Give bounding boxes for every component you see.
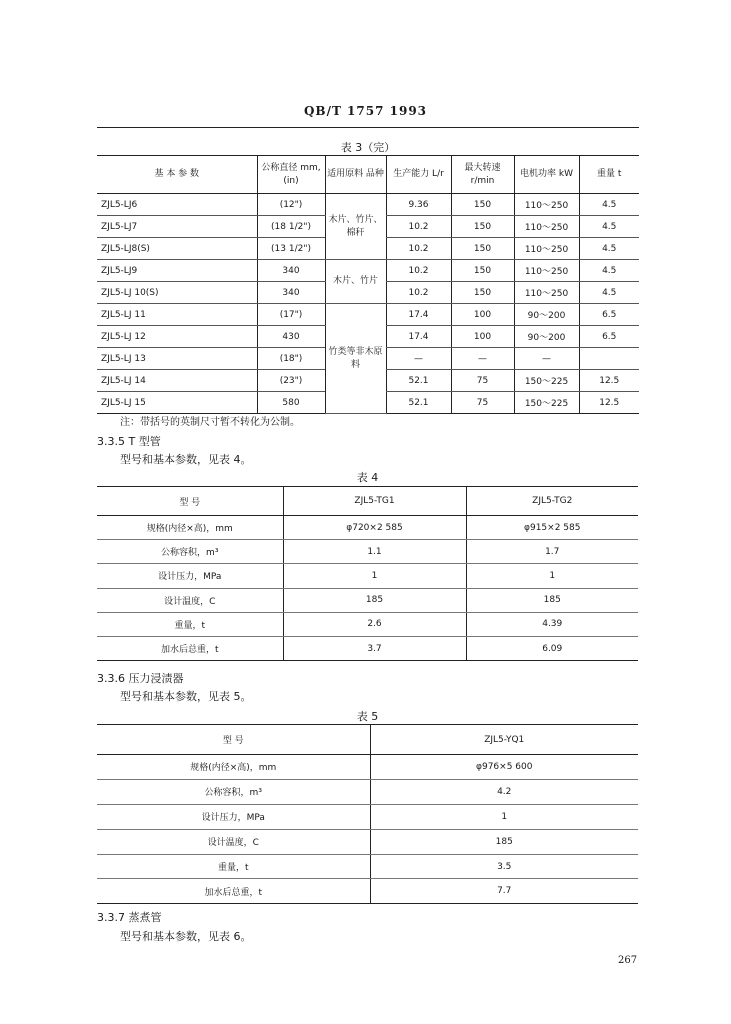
weight-cell: 6.5	[579, 304, 639, 326]
diameter-cell: (18 1/2")	[257, 216, 325, 238]
speed-cell: 150	[451, 238, 514, 260]
speed-cell: 150	[451, 194, 514, 216]
weight-cell: 4.5	[579, 260, 639, 282]
document-header: QB/T 1757 1993	[303, 104, 428, 118]
table3-header-cell: 基 本 参 数	[97, 156, 257, 194]
value-cell: 4.2	[370, 779, 638, 804]
model-cell: ZJL5-LJ 13	[97, 348, 257, 370]
param-label: 设计温度，C	[97, 588, 283, 612]
table4-caption: 表 4	[356, 471, 379, 484]
table-row	[97, 636, 638, 660]
value-cell: 1	[370, 804, 638, 829]
value-cell: 185	[466, 588, 638, 612]
model-cell: ZJL5-LJ 15	[101, 397, 146, 408]
power-cell: 110～250	[514, 260, 579, 282]
value-cell: 6.09	[466, 636, 638, 660]
capacity-cell: 52.1	[386, 370, 451, 392]
table5-header-cell: ZJL5-YQ1	[370, 725, 638, 755]
weight-cell	[579, 348, 639, 370]
table3-caption: 表 3（完）	[340, 141, 396, 154]
section-3-3-7-text: 型号和基本参数，见表 6。	[120, 930, 252, 943]
power-cell: 90～200	[514, 304, 579, 326]
table-row	[97, 612, 638, 636]
table3-header-cell: 生产能力 L/r	[386, 156, 451, 194]
value-cell: 3.7	[283, 636, 466, 660]
table3-header-cell: 公称直径 mm,(in)	[257, 156, 325, 194]
weight-cell: 4.5	[579, 194, 639, 216]
capacity-cell: 10.2	[386, 282, 451, 304]
weight-cell: 4.5	[579, 282, 639, 304]
param-label: 重量，t	[97, 612, 283, 636]
table-row	[97, 779, 638, 804]
table-row	[97, 260, 639, 282]
value-cell: 4.39	[466, 612, 638, 636]
table-5	[97, 724, 638, 904]
table3-header-cell: 电机功率 kW	[514, 156, 579, 194]
capacity-cell: 10.2	[386, 260, 451, 282]
param-label: 规格(内径×高)，mm	[97, 755, 370, 780]
section-3-3-5-text: 型号和基本参数，见表 4。	[120, 453, 252, 466]
capacity-cell: 10.2	[386, 238, 451, 260]
table3-note: 注：带括号的英制尺寸暂不转化为公制。	[120, 417, 300, 428]
weight-cell: 4.5	[579, 238, 639, 260]
table-row	[97, 194, 639, 216]
model-cell: ZJL5-LJ7	[97, 216, 257, 238]
param-label: 公称容积，m³	[97, 779, 370, 804]
section-3-3-6-text: 型号和基本参数，见表 5。	[120, 690, 252, 703]
table-row	[97, 879, 638, 904]
model-cell: ZJL5-LJ 10(S)	[97, 282, 257, 304]
power-cell: 90～200	[514, 326, 579, 348]
value-cell: φ976×5 600	[370, 755, 638, 780]
value-cell: φ720×2 585	[283, 516, 466, 540]
capacity-cell: 10.2	[386, 216, 451, 238]
material-cell: 木片、竹片	[325, 260, 386, 304]
value-cell: 1	[283, 564, 466, 588]
weight-cell: 6.5	[579, 326, 639, 348]
speed-cell: —	[451, 348, 514, 370]
param-label: 设计压力，MPa	[97, 564, 283, 588]
table4-header-cell: 型 号	[97, 487, 283, 516]
value-cell: 1.1	[283, 540, 466, 564]
table3-header-cell: 最大转速 r/min	[451, 156, 514, 194]
speed-cell: 75	[451, 370, 514, 392]
weight-cell: 4.5	[579, 216, 639, 238]
param-label: 规格(内径×高)，mm	[97, 516, 283, 540]
table4-header-cell: ZJL5-TG1	[283, 487, 466, 516]
diameter-cell: (17")	[257, 304, 325, 326]
table-row	[97, 804, 638, 829]
table-row	[97, 516, 638, 540]
power-cell: —	[514, 348, 579, 370]
table4-header-row	[97, 487, 638, 516]
model-cell: ZJL5-LJ 11	[97, 304, 257, 326]
table-row	[97, 540, 638, 564]
table-row	[97, 564, 638, 588]
table-row	[97, 304, 639, 326]
section-3-3-7-title: 3.3.7 蒸煮管	[97, 911, 162, 924]
table-row	[97, 829, 638, 854]
power-cell: 110～250	[514, 238, 579, 260]
model-cell: ZJL5-LJ6	[97, 194, 257, 216]
value-cell: 185	[370, 829, 638, 854]
param-label: 设计温度，C	[97, 829, 370, 854]
diameter-cell: 430	[257, 326, 325, 348]
table3-header-cell: 重量 t	[579, 156, 639, 194]
value-cell: φ915×2 585	[466, 516, 638, 540]
power-cell: 150～225	[514, 392, 579, 414]
speed-cell: 150	[451, 282, 514, 304]
table-3	[97, 155, 639, 414]
value-cell: 1	[466, 564, 638, 588]
power-cell: 110～250	[514, 194, 579, 216]
weight-cell: 12.5	[579, 370, 639, 392]
material-cell: 木片、竹片、棉秆	[325, 194, 386, 260]
table5-header-cell: 型 号	[97, 725, 370, 755]
capacity-cell: 52.1	[386, 392, 451, 414]
power-cell: 110～250	[514, 282, 579, 304]
header-rule	[97, 127, 639, 128]
speed-cell: 75	[451, 392, 514, 414]
capacity-cell: 17.4	[386, 326, 451, 348]
model-cell: ZJL5-LJ8(S)	[97, 238, 257, 260]
diameter-cell: 340	[257, 260, 325, 282]
value-cell: 7.7	[370, 879, 638, 904]
diameter-cell: 580	[257, 392, 325, 414]
table5-header-row	[97, 725, 638, 755]
diameter-cell: (18")	[257, 348, 325, 370]
table4-header-cell: ZJL5-TG2	[466, 487, 638, 516]
table5-caption: 表 5	[356, 710, 379, 723]
value-cell: 2.6	[283, 612, 466, 636]
model-cell: ZJL5-LJ9	[97, 260, 257, 282]
material-cell: 竹类等非木原料	[325, 304, 386, 414]
value-cell: 1.7	[466, 540, 638, 564]
capacity-cell: 17.4	[386, 304, 451, 326]
speed-cell: 150	[451, 216, 514, 238]
power-cell: 110～250	[514, 216, 579, 238]
table-4	[97, 486, 638, 661]
table-row	[97, 854, 638, 879]
section-3-3-5-title: 3.3.5 T 型管	[97, 435, 161, 448]
diameter-cell: 340	[257, 282, 325, 304]
speed-cell: 100	[451, 304, 514, 326]
capacity-cell: —	[386, 348, 451, 370]
diameter-cell: (13 1/2")	[257, 238, 325, 260]
table3-header-cell: 适用原料 品种	[325, 156, 386, 194]
capacity-cell: 9.36	[386, 194, 451, 216]
table-row	[97, 755, 638, 780]
param-label: 加水后总重，t	[204, 887, 263, 898]
value-cell: 185	[283, 588, 466, 612]
model-cell: ZJL5-LJ 12	[97, 326, 257, 348]
param-label: 设计压力，MPa	[97, 804, 370, 829]
table-row	[97, 588, 638, 612]
param-label: 公称容积，m³	[97, 540, 283, 564]
section-3-3-6-title: 3.3.6 压力浸渍器	[97, 672, 184, 685]
param-label: 加水后总重，t	[160, 645, 219, 656]
page-number: 267	[618, 955, 638, 966]
diameter-cell: (12")	[257, 194, 325, 216]
speed-cell: 100	[451, 326, 514, 348]
param-label: 重量，t	[97, 854, 370, 879]
value-cell: 3.5	[370, 854, 638, 879]
power-cell: 150～225	[514, 370, 579, 392]
diameter-cell: (23")	[257, 370, 325, 392]
model-cell: ZJL5-LJ 14	[97, 370, 257, 392]
weight-cell: 12.5	[579, 392, 639, 414]
speed-cell: 150	[451, 260, 514, 282]
table3-header-row	[97, 156, 639, 194]
